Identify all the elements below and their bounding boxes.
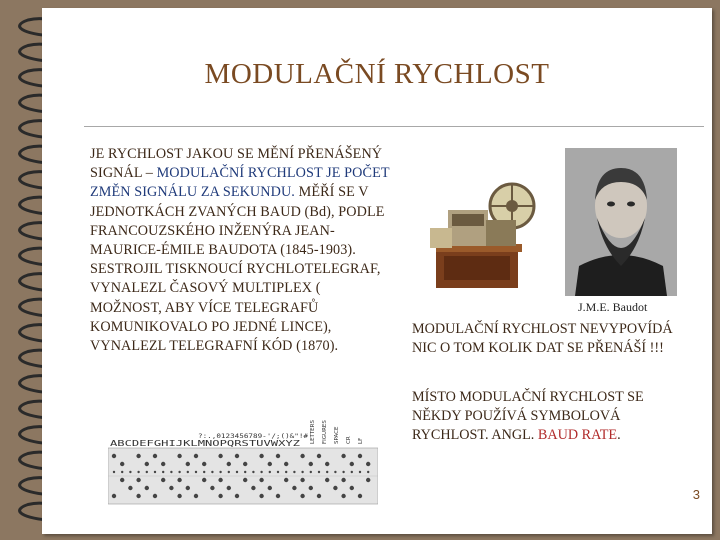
tape-hole (136, 478, 140, 482)
tape-hole (325, 462, 329, 466)
tape-hole (334, 471, 336, 473)
tape-hole (277, 471, 279, 473)
tape-function-label: FIGURES (322, 420, 328, 444)
tape-hole (309, 486, 313, 490)
definition-intro: JE RYCHLOST JAKOU SE MĚNÍ PŘENÁŠENÝ SIGNÁL – (90, 146, 383, 182)
tape-hole (218, 454, 222, 458)
tape-hole (136, 494, 140, 498)
tape-hole (195, 471, 197, 473)
tape-hole (161, 478, 165, 482)
tape-hole (121, 471, 123, 473)
tape-hole (187, 471, 189, 473)
tape-hole (236, 471, 238, 473)
baudot-code-tape-image (108, 406, 378, 506)
definition-highlight: MODULAČNÍ RYCHLOST JE POČET ZMĚN SIGNÁLU ZA SEKUNDU. (90, 165, 390, 201)
tape-hole (227, 462, 231, 466)
tape-hole (194, 454, 198, 458)
definition-text (90, 145, 390, 356)
tape-hole (325, 478, 329, 482)
tape-hole (228, 471, 230, 473)
tape-hole (219, 471, 221, 473)
tape-hole (358, 494, 362, 498)
tape-hole (210, 486, 214, 490)
tape-hole (259, 454, 263, 458)
tape-hole (284, 478, 288, 482)
tape-hole (137, 471, 139, 473)
tape-hole (169, 486, 173, 490)
tape-hole (112, 454, 116, 458)
tape-hole (310, 471, 312, 473)
tape-hole (145, 462, 149, 466)
tape-hole (342, 471, 344, 473)
tape-hole (292, 486, 296, 490)
tape-hole (161, 462, 165, 466)
baud-rate-term: BAUD RATE (537, 427, 618, 444)
tape-hole (318, 471, 320, 473)
tape-hole (186, 486, 190, 490)
portrait-caption: J.M.E. Baudot (578, 300, 648, 314)
tape-hole (293, 471, 295, 473)
slide-page (42, 8, 712, 534)
tape-hole (177, 494, 181, 498)
tape-hole (301, 471, 303, 473)
tape-hole (136, 454, 140, 458)
note-symbol-rate-text: MÍSTO MODULAČNÍ RYCHLOST SE NĚKDY POUŽÍVÁ SYMBOLOVÁ RYCHLOST. ANGL. (412, 389, 644, 444)
baudot-portrait (565, 148, 677, 296)
tape-hole (300, 478, 304, 482)
tape-hole (259, 494, 263, 498)
tape-hole (162, 471, 164, 473)
tape-hole (120, 462, 124, 466)
note-symbol-rate (412, 388, 692, 446)
tape-hole (235, 494, 239, 498)
tape-hole (341, 454, 345, 458)
tape-hole (128, 486, 132, 490)
tape-hole (194, 494, 198, 498)
tape-hole (276, 454, 280, 458)
tape-hole (211, 471, 213, 473)
tape-figure-row: ?:.,0123456789-'/;()&"!# (198, 432, 309, 440)
tape-hole (285, 471, 287, 473)
telegraph-machine-image (426, 158, 548, 298)
tape-hole (284, 462, 288, 466)
tape-hole (227, 486, 231, 490)
tape-function-label: SPACE (334, 426, 340, 444)
tape-hole (269, 471, 271, 473)
tape-hole (366, 462, 370, 466)
tape-hole (317, 494, 321, 498)
tape-hole (146, 471, 148, 473)
tape-hole (309, 462, 313, 466)
note-no-data-amount: MODULAČNÍ RYCHLOST NEVYPOVÍDÁ NIC O TOM KOLIK DAT SE PŘENÁŠÍ !!! (412, 321, 673, 357)
tape-hole (178, 471, 180, 473)
tape-hole (153, 454, 157, 458)
tape-hole (177, 478, 181, 482)
title-divider (84, 126, 704, 127)
tape-hole (317, 454, 321, 458)
tape-hole (300, 494, 304, 498)
tape-hole (251, 486, 255, 490)
tape-hole (259, 478, 263, 482)
slide-title: MODULAČNÍ RYCHLOST (204, 58, 550, 90)
tape-hole (268, 462, 272, 466)
tape-hole (112, 494, 116, 498)
tape-hole (154, 471, 156, 473)
tape-hole (244, 471, 246, 473)
tape-hole (341, 478, 345, 482)
tape-hole (186, 462, 190, 466)
tape-hole (350, 486, 354, 490)
tape-hole (326, 471, 328, 473)
tape-hole (203, 471, 205, 473)
tape-letter-row: ABCDEFGHIJKLMNOPQRSTUVWXYZ (110, 439, 301, 448)
tape-hole (120, 478, 124, 482)
tape-hole (268, 486, 272, 490)
page-number: 3 (692, 487, 700, 502)
tape-hole (235, 454, 239, 458)
tape-function-label: CR (346, 436, 352, 444)
tape-hole (113, 471, 115, 473)
tape-hole (153, 494, 157, 498)
tape-hole (202, 478, 206, 482)
tape-function-label: LETTERS (310, 420, 316, 444)
tape-hole (358, 454, 362, 458)
tape-hole (351, 471, 353, 473)
tape-hole (243, 478, 247, 482)
tape-hole (341, 494, 345, 498)
definition-rest: MĚŘÍ SE V JEDNOTKÁCH ZVANÝCH BAUD (Bd), PODLE FRANCOUZSKÉHO INŽENÝRA JEAN-MAURICE-ÉMILE BAUDOTA (1845-1903). SESTROJIL TISKNOUCÍ RYCHLOTELEGRAF, VYNALEZL ČASOVÝ MULTIPLEX ( MOŽNOST, ABY VÍCE TELEGRAFŮ KOMUNIKOVALO PO JEDNÉ LINCE), VYNALEZL TELEGRAFNÍ KÓD (1870). (90, 184, 385, 355)
tape-hole (129, 471, 131, 473)
tape-hole (300, 454, 304, 458)
tape-hole (202, 462, 206, 466)
tape-hole (366, 478, 370, 482)
tape-hole (350, 462, 354, 466)
tape-function-label: LF (358, 437, 364, 444)
tape-hole (333, 486, 337, 490)
tape-hole (260, 471, 262, 473)
tape-hole (252, 471, 254, 473)
tape-hole (177, 454, 181, 458)
tape-hole (218, 494, 222, 498)
tape-hole (218, 478, 222, 482)
tape-hole (145, 486, 149, 490)
tape-hole (367, 471, 369, 473)
tape-hole (170, 471, 172, 473)
tape-hole (359, 471, 361, 473)
tape-hole (243, 462, 247, 466)
tape-hole (276, 494, 280, 498)
note-symbol-rate-end: . (617, 427, 621, 444)
